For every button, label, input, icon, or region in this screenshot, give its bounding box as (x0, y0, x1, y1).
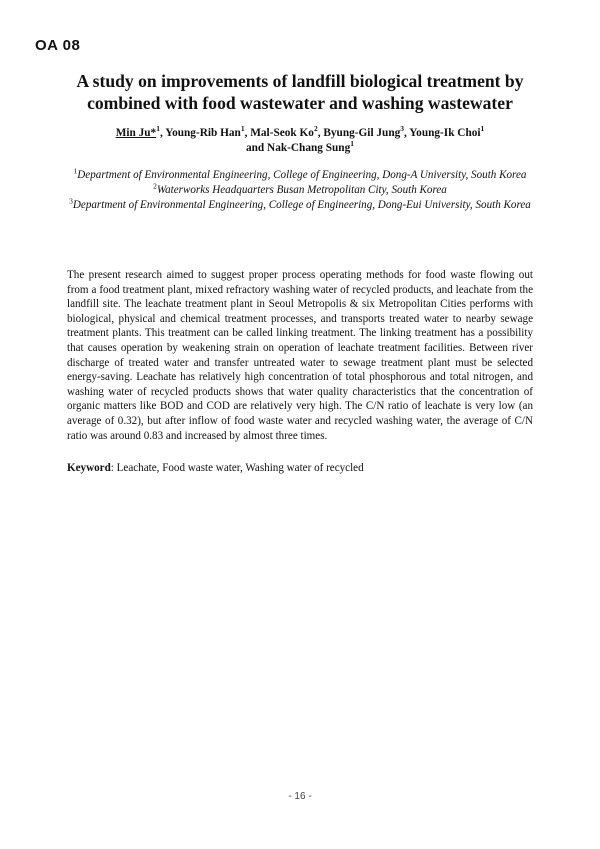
title-line: combined with food wastewater and washing wastewater (87, 93, 513, 113)
affiliation-item (58, 183, 542, 198)
author-name: Byung-Gil Jung (323, 127, 401, 139)
author-name: Nak-Chang Sung (267, 142, 351, 154)
keyword-label: Keyword (67, 462, 111, 474)
author-affiliation-mark: 1 (480, 124, 485, 134)
author-name: Min Ju* (115, 127, 157, 139)
author-affiliation-mark: 3 (400, 124, 405, 134)
affiliation-mark: 2 (153, 181, 157, 191)
affiliation-text: Department of Environmental Engineering, College of Engineering, Dong-Eui University, South Korea (72, 199, 531, 211)
author-list (50, 126, 550, 156)
author-affiliation-mark: 1 (240, 124, 245, 134)
session-code: OA 08 (35, 37, 81, 54)
abstract-text: The present research aimed to suggest proper process operating methods for food waste flowing out from a food treatment plant, mixed refractory washing water of recycled products, and leachate from the landfill site. The leachate treatment plant in Seoul Metropolis & six Metropolitan Cities performs with biological, physical and chemical treatment processes, and transports treated water to nearby sewage treatment plants. This treatment can be called linking treatment. The linking treatment has a possibility that causes operation by weakening strain on operation of leachate treatment facilities. Between river discharge of treated water and transfer untreated water to sewage treatment plant must be selected energy-saving. Leachate has relatively high concentration of total phosphorous and total nitrogen, and washing water of recycled products shows that water quality characteristics that the concentration of organic matters like BOD and COD are relatively very high. The C/N ratio of leachate is very low (an average of 0.32), but after inflow of food waste water and recycled washing water, the average of C/N ratio was around 0.83 and increased by almost three times. (67, 269, 533, 442)
affiliation-item (58, 168, 542, 183)
affiliation-mark: 3 (69, 196, 73, 206)
affiliation-text: Waterworks Headquarters Busan Metropolitan City, South Korea (156, 184, 447, 196)
author-affiliation-mark: 1 (350, 139, 354, 149)
affiliation-text: Department of Environmental Engineering, College of Engineering, Dong-A University, South Korea (77, 169, 527, 181)
title-line: A study on improvements of landfill biological treatment by (76, 71, 524, 91)
affiliations (58, 168, 542, 213)
author-affiliation-mark: 2 (313, 124, 318, 134)
author-affiliation-mark: 1 (156, 124, 160, 134)
page-number: - 16 - (288, 791, 312, 802)
keywords (67, 461, 533, 476)
paper-title (40, 70, 560, 114)
author-line: Min Ju*$^1$, Young-Rib Han$^1$, Mal-Seok Ko$^2$, Byung-Gil Jung$^3$, Young-Ik Choi$^1$ (115, 124, 485, 139)
keyword-text: : Leachate, Food waste water, Washing water of recycled (110, 462, 364, 474)
author-name: Young-Rib Han (165, 127, 241, 139)
affiliation-item (58, 198, 542, 213)
author-line: and Nak-Chang Sung$^1$ (246, 139, 354, 154)
affiliation-mark: 1 (73, 166, 78, 176)
author-name: Mal-Seok Ko (250, 127, 314, 139)
author-name: Young-Ik Choi (409, 127, 481, 139)
